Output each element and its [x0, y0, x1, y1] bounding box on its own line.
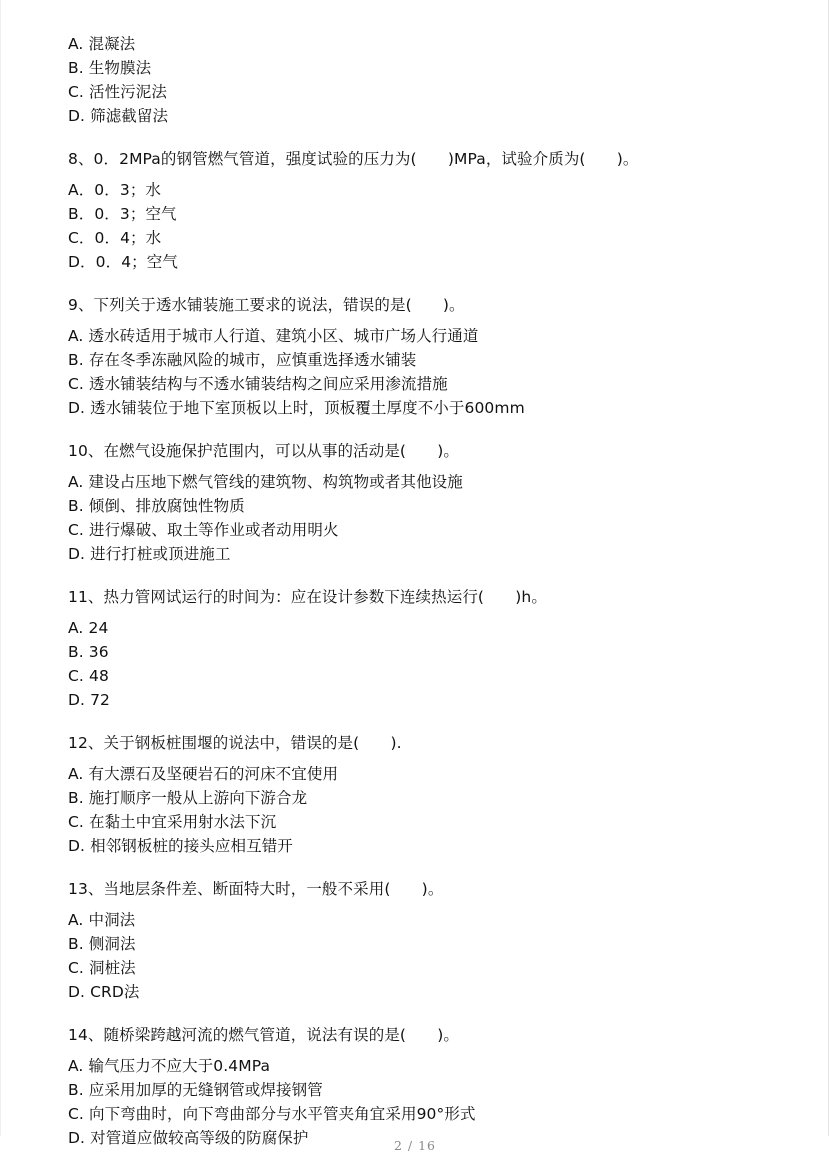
question-stem: 9、下列关于透水铺装施工要求的说法，错误的是( )。 — [68, 296, 465, 314]
option-item: B. 应采用加厚的无缝钢管或焊接钢管 — [68, 1081, 323, 1099]
option-item: C. 在黏土中宜采用射水法下沉 — [68, 813, 277, 831]
option-item: A．0．3；水 — [68, 181, 162, 199]
option-item: D. 筛滤截留法 — [68, 107, 169, 125]
option-item: A. 建设占压地下燃气管线的建筑物、构筑物或者其他设施 — [68, 473, 463, 491]
question-stem: 12、关于钢板桩围堰的说法中，错误的是( ). — [68, 734, 402, 752]
question-block — [68, 148, 768, 274]
page-number-footer: 2 / 16 — [393, 1138, 437, 1153]
option-item: A. 有大漂石及坚硬岩石的河床不宜使用 — [68, 765, 339, 783]
option-item: B．0．3；空气 — [68, 205, 177, 223]
option-item: A. 24 — [68, 619, 109, 637]
option-item: A. 混凝法 — [68, 35, 136, 53]
option-item: C. 透水铺装结构与不透水铺装结构之间应采用渗流措施 — [68, 375, 448, 393]
option-list — [68, 616, 768, 712]
option-list — [68, 762, 768, 858]
option-item: C. 进行爆破、取土等作业或者动用明火 — [68, 521, 339, 539]
question-block — [68, 878, 768, 1004]
question-block — [68, 732, 768, 858]
question-block — [68, 294, 768, 420]
option-item: D．0．4；空气 — [68, 253, 178, 271]
page-edge-left-rule — [0, 0, 1, 1136]
question-stem: 10、在燃气设施保护范围内，可以从事的活动是( )。 — [68, 442, 460, 460]
option-item: D. 相邻钢板桩的接头应相互错开 — [68, 837, 293, 855]
question-block — [68, 440, 768, 566]
option-item: B. 侧洞法 — [68, 935, 136, 953]
document-content — [68, 32, 768, 1170]
option-item: B. 存在冬季冻融风险的城市，应慎重选择透水铺装 — [68, 351, 417, 369]
option-list — [68, 1054, 768, 1150]
option-item: B. 施打顺序一般从上游向下游合龙 — [68, 789, 308, 807]
option-list — [68, 324, 768, 420]
question-block — [68, 1024, 768, 1150]
option-item: D. 透水铺装位于地下室顶板以上时，顶板覆土厚度不小于600mm — [68, 399, 525, 417]
option-list — [68, 908, 768, 1004]
page-edge-right-rule — [828, 0, 829, 1136]
question-stem: 8、0．2MPa的钢管燃气管道，强度试验的压力为( )MPa，试验介质为( )。 — [68, 150, 639, 168]
option-item: C. 48 — [68, 667, 109, 685]
question-stem: 13、当地层条件差、断面特大时，一般不采用( )。 — [68, 880, 444, 898]
question-stem: 14、随桥梁跨越河流的燃气管道，说法有误的是( )。 — [68, 1026, 460, 1044]
option-item: D. CRD法 — [68, 983, 140, 1001]
option-item: B. 倾倒、排放腐蚀性物质 — [68, 497, 245, 515]
option-list — [68, 32, 768, 128]
option-list — [68, 178, 768, 274]
option-item: B. 36 — [68, 643, 109, 661]
question-block — [68, 586, 768, 712]
option-item: C. 向下弯曲时，向下弯曲部分与水平管夹角宜采用90°形式 — [68, 1105, 476, 1123]
option-item: C．0．4；水 — [68, 229, 162, 247]
option-item: A. 透水砖适用于城市人行道、建筑小区、城市广场人行通道 — [68, 327, 479, 345]
question-stem: 11、热力管网试运行的时间为：应在设计参数下连续热运行( )h。 — [68, 588, 547, 606]
option-item: D. 对管道应做较高等级的防腐保护 — [68, 1129, 309, 1147]
option-item: A. 中洞法 — [68, 911, 136, 929]
option-item: B. 生物膜法 — [68, 59, 152, 77]
option-item: D. 进行打桩或顶进施工 — [68, 545, 231, 563]
option-item: C. 洞桩法 — [68, 959, 136, 977]
option-item: D. 72 — [68, 691, 111, 709]
option-item: A. 输气压力不应大于0.4MPa — [68, 1057, 271, 1075]
continued-options-group — [68, 32, 768, 128]
option-list — [68, 470, 768, 566]
option-item: C. 活性污泥法 — [68, 83, 167, 101]
